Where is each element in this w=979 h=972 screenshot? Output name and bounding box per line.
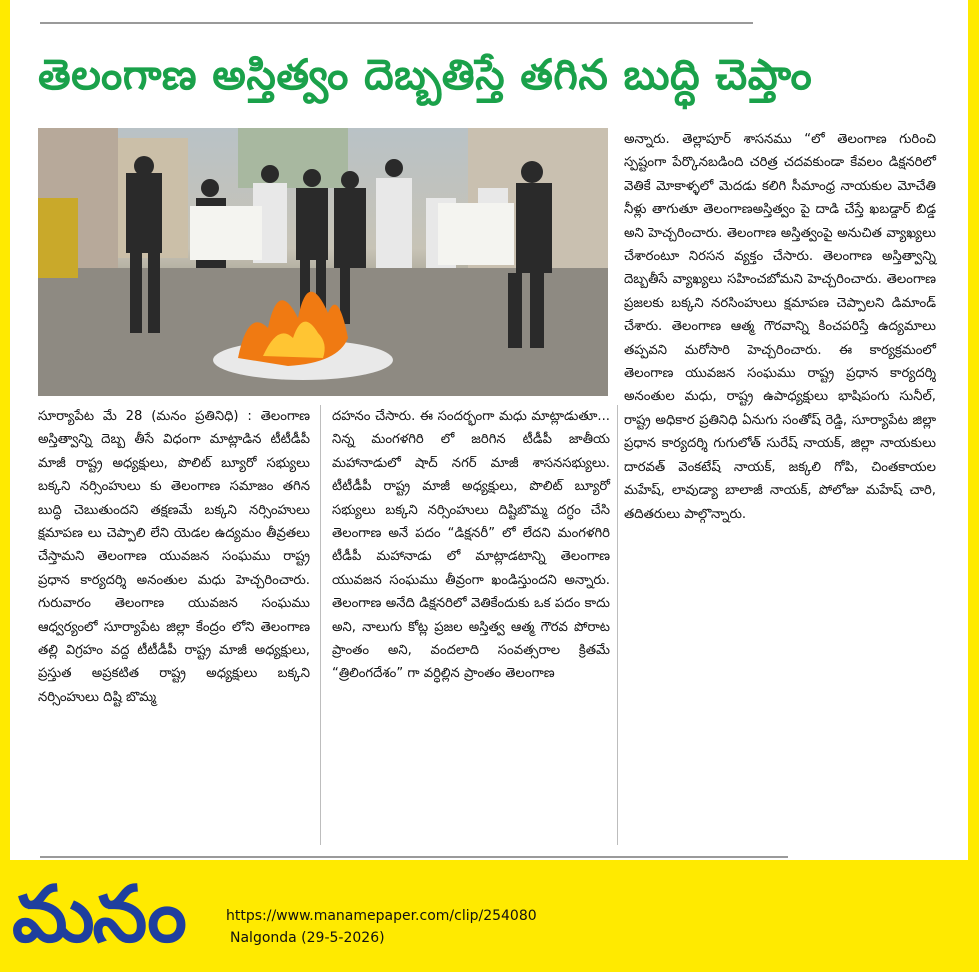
clip-edition-date: Nalgonda (29-5-2026): [230, 930, 385, 946]
manam-logo: మనం: [12, 870, 185, 960]
article-column-1: సూర్యాపేట మే 28 (మనం ప్రతినిధి) : తెలంగాణ అస్తిత్వాన్ని దెబ్బ తీసే విధంగా మాట్లాడిన టీటీడీపీ మాజీ రాష్ట్ర అధ్యక్షులు, పొలిట్ బ్యూరో సభ్యులు బక్కని నర్సింహులు కు తెలంగాణ సమాజం తగిన బుద్ధి చెబుతుందని తక్షణమే బక్కని నర్సింహులు క్షమాపణ లు చెప్పాలి లేని యెడల ఉద్యమం తీవ్రతలు చేస్తామని తెలంగాణ యువజన సంఘము రాష్ట్ర ప్రధాన కార్యదర్శి అనంతుల మధు హెచ్చరించారు. గురువారం తెలంగాణ యువజన సంఘము ఆధ్వర్యంలో సూర్యాపేట జిల్లా కేంద్రం లోని తెలంగాణ తల్లి విగ్రహం వద్ద టీటీడీపీ రాష్ట్ర మాజీ అధ్యక్షులు, ప్రస్తుత అప్రకటిత రాష్ట్ర అధ్యక్షులు బక్కని నర్సింహులు దిష్టి బొమ్మ: [38, 409, 310, 705]
article-headline: తెలంగాణ అస్తిత్వం దెబ్బతిస్తే తగిన బుద్ధి చెప్తాం: [38, 50, 813, 99]
article-column-2: దహనం చేసారు. ఈ సందర్భంగా మధు మాట్లాడుతూ... నిన్న మంగళగిరి లో జరిగిన టీడీపీ జాతీయ మహానాడులో షాద్ నగర్ మాజీ శాసనసభ్యులు. టీటీడీపీ రాష్ట్ర మాజీ అధ్యక్షులు, పొలిట్ బ్యూరో సభ్యులు బక్కని నర్సింహులు దిష్టిబొమ్మ దగ్ధం చేసి తెలంగాణ అనే పదం “డిక్షనరీ” లో లేదని మంగళగిరి టీడీపీ మహానాడు లో మాట్లాడటాన్ని తెలంగాణ యువజన సంఘము తీవ్రంగా ఖండిస్తుందని అన్నారు. తెలంగాణ అనేది డిక్షనరిలో వెతికేందుకు ఒక పదం కాదు అని, నాలుగు కోట్ల ప్రజల అస్తిత్వ ఆత్మ గౌరవ పోరాట ప్రాంతం అని, వందలాది సంవత్సరాల క్రితమే “త్రిలింగదేశం” గా వర్ధిల్లిన ప్రాంతం తెలంగాణ: [332, 409, 610, 682]
protest-photo: [38, 128, 608, 396]
column-divider: [320, 405, 321, 845]
clip-url-link[interactable]: https://www.manamepaper.com/clip/254080: [226, 908, 537, 924]
bottom-divider: [40, 856, 788, 858]
column-divider: [617, 405, 618, 845]
article-column-3: అన్నారు. తెల్లాపూర్ శాసనము “లో తెలంగాణ గురించి స్పష్టంగా పేర్కొనబడింది చరిత్ర చదవకుండా కేవలం డిక్షనరిలో వెతికే మోకాళ్ళలో మెదడు కలిగి సీమాంధ్ర నాయకుల మోచేతి నీళ్లు తాగుతూ తెలంగాణఅస్తిత్వం పై దాడి చేస్తే ఖబడ్దార్ బిడ్డ అని హెచ్చరించారు. తెలంగాణ అస్తిత్వంపై అనుచిత వ్యాఖ్యలు చేశారంటూ నిరసన వ్యక్తం చేసారు. తెలంగాణ అస్తిత్వాన్ని దెబ్బతీసే వ్యాఖ్యలు సహించబోమని హెచ్చరించారు. తెలంగాణ ప్రజలకు బక్కని నరసింహులు క్షమాపణ చెప్పాలని డిమాండ్ చేశారు. తెలంగాణ ఆత్మ గౌరవాన్ని కించపరిస్తే ఉద్యమాలు తప్పవని మరోసారి హెచ్చరించారు. ఈ కార్యక్రమంలో తెలంగాణ యువజన సంఘము రాష్ట్ర ప్రధాన కార్యదర్శి అనంతుల మధు, రాష్ట్ర ఉపాధ్యక్షులు భాషిపంగు సునీల్, రాష్ట్ర అధికార ప్రతినిధి ఏనుగు సంతోష్ రెడ్డి, సూర్యాపేట జిల్లా ప్రధాన కార్యదర్శి గుగులోత్ సురేష్ నాయక్, జిల్లా నాయకులు దారవత్ వెంకటేష్ నాయక్, జక్కలి గోపి, చింతకాయల మహేష్, లావుడ్యా బాలాజీ నాయక్, పోలోజు మహేష్ చారి, తదితరులు పాల్గొన్నారు.: [624, 132, 936, 522]
top-divider: [40, 22, 753, 24]
